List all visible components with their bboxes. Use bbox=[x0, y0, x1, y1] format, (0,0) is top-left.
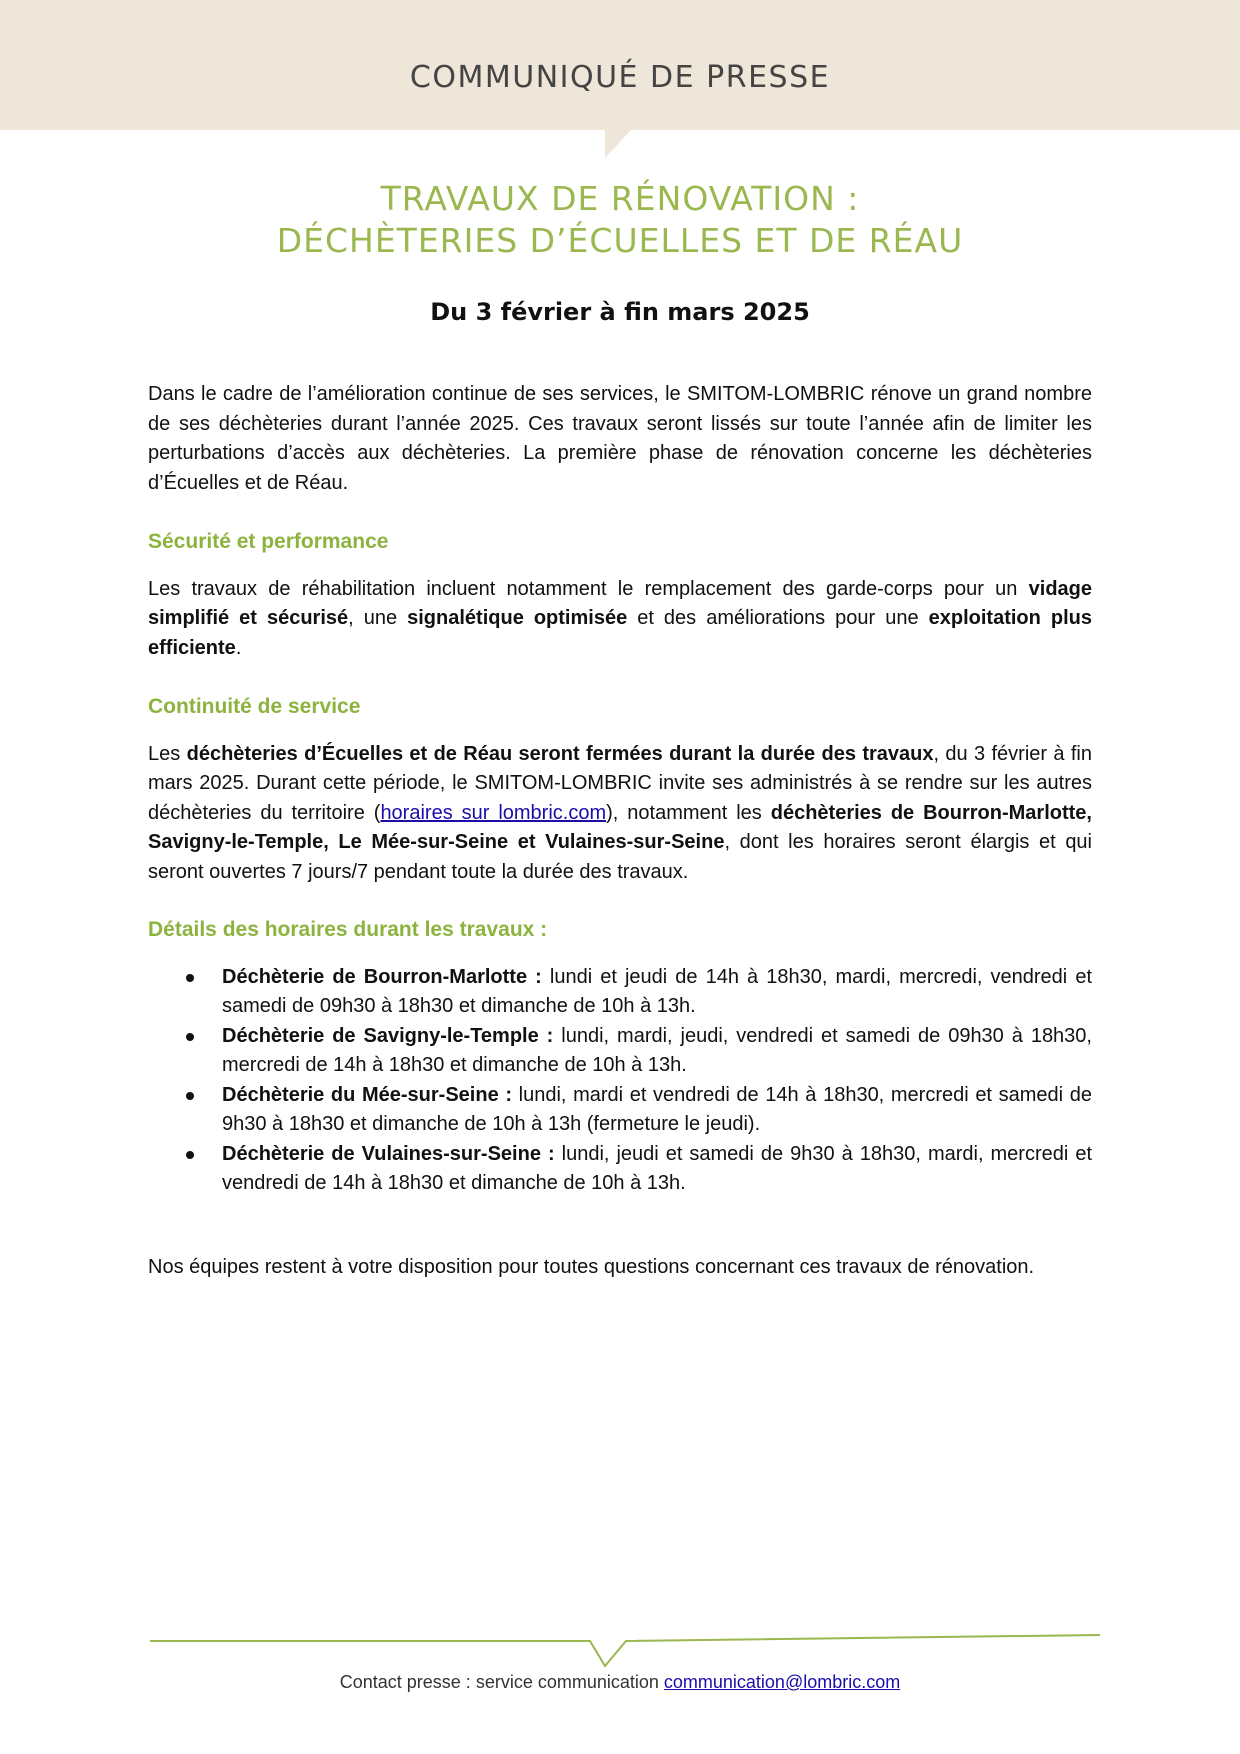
list-item bbox=[222, 1081, 1092, 1140]
bold-run: déchèteries de Bourron-Marlotte, Savigny-le-Temple, Le Mée-sur-Seine et Vulaines-sur-Seine bbox=[148, 801, 1092, 853]
bold-run: exploitation plus efficiente bbox=[148, 607, 1092, 659]
list-item-label: Déchèterie du Mée-sur-Seine : bbox=[222, 1083, 512, 1106]
list-item-label: Déchèterie de Bourron-Marlotte : bbox=[222, 965, 542, 988]
closing-paragraph: Nos équipes restent à votre disposition pour toutes questions concernant ces travaux de rénovation. bbox=[148, 1255, 1035, 1278]
text-run: ), notamment les bbox=[606, 801, 771, 824]
footer-divider bbox=[150, 1632, 1100, 1672]
footer-contact-label: Contact presse : service communication bbox=[339, 1672, 664, 1692]
security-paragraph bbox=[148, 575, 1092, 664]
section-heading-security: Sécurité et performance bbox=[148, 530, 389, 553]
section-heading-hours: Détails des horaires durant les travaux : bbox=[148, 918, 548, 941]
header-notch-decoration bbox=[605, 130, 631, 158]
date-subtitle: Du 3 février à fin mars 2025 bbox=[430, 298, 810, 326]
list-item bbox=[222, 1022, 1092, 1081]
text-run: , du 3 février à fin mars 2025. Durant cette période, le SMITOM-LOMBRIC invite ses administrés à se rendre sur les autres déchèteries du territoire ( bbox=[148, 742, 1092, 824]
text-run: et des améliorations pour une bbox=[627, 607, 929, 629]
text-run: , une bbox=[348, 607, 408, 629]
list-item-text: lundi, jeudi et samedi de 9h30 à 18h30, mardi, mercredi et vendredi de 14h à 18h30 et dimanche de 10h à 13h. bbox=[222, 1142, 1093, 1194]
page-title bbox=[0, 178, 1240, 262]
list-item-text: lundi, mardi et vendredi de 14h à 18h30, mercredi et samedi de 9h30 à 18h30 et dimanche de 10h à 13h (fermeture le jeudi). bbox=[222, 1083, 1092, 1135]
hours-list bbox=[148, 963, 1092, 1199]
bold-run: signalétique optimisée bbox=[407, 607, 628, 629]
text-run: Les bbox=[148, 742, 187, 765]
hours-link[interactable]: horaires sur lombric.com bbox=[380, 801, 607, 824]
footer-email-link[interactable]: communication@lombric.com bbox=[663, 1672, 901, 1692]
list-item bbox=[222, 963, 1092, 1022]
text-run: , dont les horaires seront élargis et qui seront ouvertes 7 jours/7 pendant toute la durée des travaux. bbox=[148, 831, 1093, 883]
list-item-text: lundi et jeudi de 14h à 18h30, mardi, mercredi, vendredi et samedi de 09h30 à 18h30 et dimanche de 10h à 13h. bbox=[222, 965, 1092, 1017]
list-item bbox=[222, 1140, 1092, 1199]
bold-run: déchèteries d’Écuelles et de Réau seront fermées durant la durée des travaux bbox=[186, 742, 934, 765]
list-item-label: Déchèterie de Savigny-le-Temple : bbox=[222, 1024, 554, 1047]
section-heading-continuity: Continuité de service bbox=[148, 695, 361, 718]
bold-run: vidage simplifié et sécurisé bbox=[148, 577, 1092, 629]
continuity-paragraph bbox=[148, 740, 1092, 888]
intro-paragraph: Dans le cadre de l’amélioration continue de ses services, le SMITOM-LOMBRIC rénove un grand nombre de ses déchèteries durant l’année 2025. Ces travaux seront lissés sur toute l’année afin de limiter les perturbations d’accès aux déchèteries. La première phase de rénovation concerne les déchèteries d’Écuelles et de Réau. bbox=[148, 383, 1092, 494]
footer-contact bbox=[0, 1672, 1240, 1693]
document-body bbox=[148, 380, 1092, 1282]
text-run: Les travaux de réhabilitation incluent notamment le remplacement des garde-corps pour un bbox=[148, 577, 1029, 600]
header-label: COMMUNIQUÉ DE PRESSE bbox=[409, 60, 831, 95]
text-run: . bbox=[235, 636, 242, 659]
list-item-text: lundi, mardi, jeudi, vendredi et samedi de 09h30 à 18h30, mercredi de 14h à 18h30 et dimanche de 10h à 13h. bbox=[222, 1024, 1092, 1076]
page-title-line-2: DÉCHÈTERIES D’ÉCUELLES ET DE RÉAU bbox=[276, 221, 964, 260]
page-title-line-1: TRAVAUX DE RÉNOVATION : bbox=[380, 179, 860, 218]
list-item-label: Déchèterie de Vulaines-sur-Seine : bbox=[222, 1142, 555, 1165]
